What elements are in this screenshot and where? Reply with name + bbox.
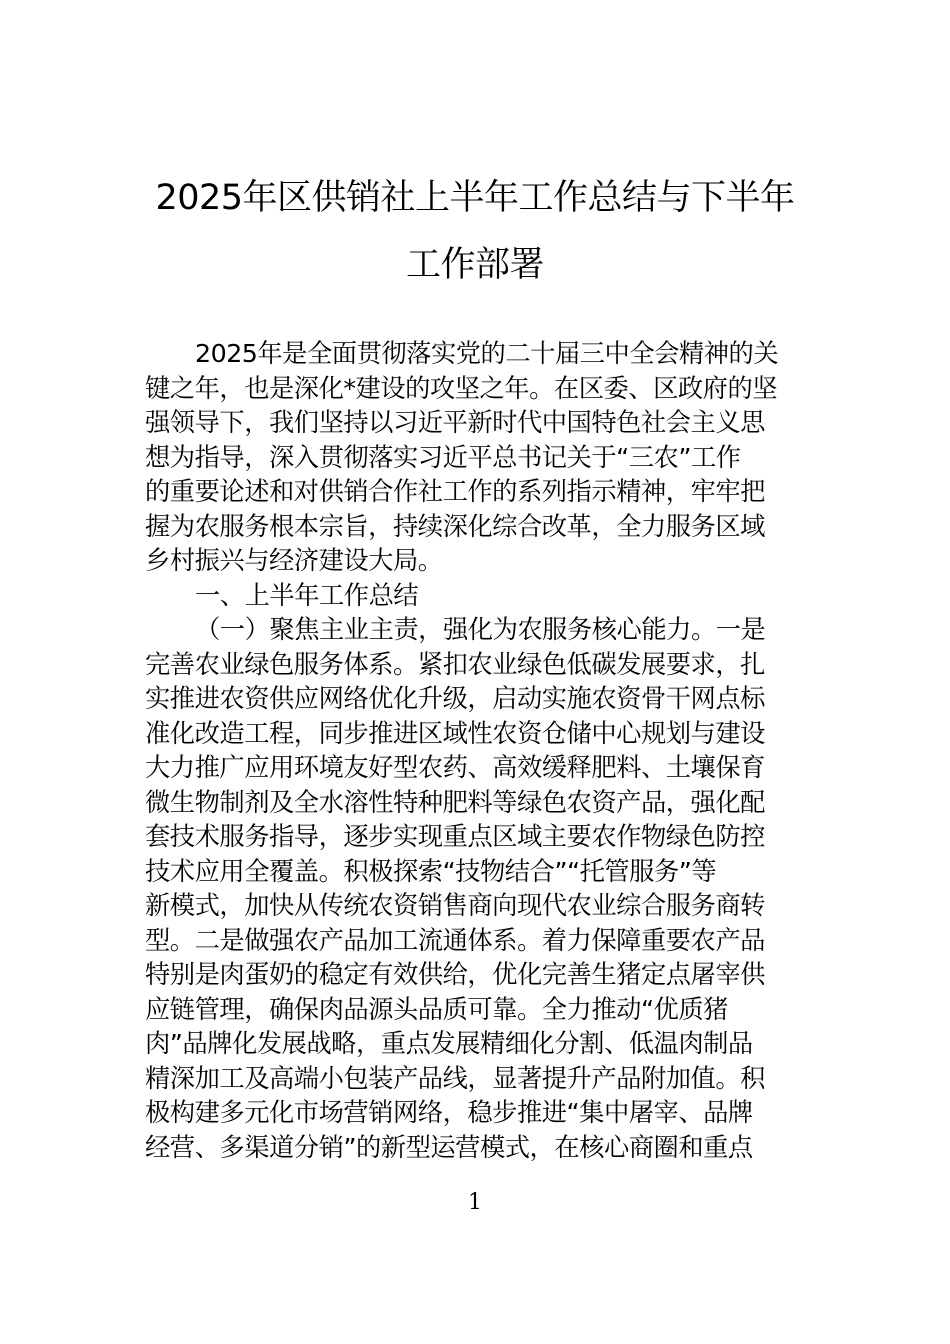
paragraph-line: 强领导下，我们坚持以习近平新时代中国特色社会主义思 — [145, 408, 765, 437]
paragraph-line: 微生物制剂及全水溶性特种肥料等绿色农资产品，强化配 — [145, 787, 765, 817]
document-body — [145, 337, 810, 1165]
paragraph-line: 经营、多渠道分销”的新型运营模式，在核心商圈和重点 — [145, 1132, 753, 1162]
paragraph-line: 应链管理，确保肉品源头品质可靠。全力推动“优质猪 — [145, 994, 728, 1024]
paragraph-line: 实推进农资供应网络优化升级，启动实施农资骨干网点标 — [145, 684, 765, 713]
paragraph-line: 极构建多元化市场营销网络，稳步推进“集中屠宰、品牌 — [145, 1098, 753, 1127]
paragraph-line: 想为指导，深入贯彻落实习近平总书记关于“三农”工作 — [145, 442, 741, 472]
paragraph-line: 的重要论述和对供销合作社工作的系列指示精神，牢牢把 — [145, 477, 765, 506]
document-title-line-1: 2025年区供销社上半年工作总结与下半年 — [155, 178, 795, 218]
paragraph-line: 精深加工及高端小包装产品线，显著提升产品附加值。积 — [145, 1063, 765, 1093]
paragraph-line: 2025年是全面贯彻落实党的二十届三中全会精神的关 — [195, 339, 779, 368]
paragraph-line: 准化改造工程，同步推进区域性农资仓储中心规划与建设 — [145, 718, 765, 748]
section-heading: 一、上半年工作总结 — [195, 580, 419, 610]
paragraph-line: 型。二是做强农产品加工流通体系。着力保障重要农产品 — [145, 925, 765, 955]
paragraph-line: 完善农业绿色服务体系。紧扣农业绿色低碳发展要求，扎 — [145, 649, 765, 679]
page-number: 1 — [468, 1190, 482, 1215]
paragraph-line: 乡村振兴与经济建设大局。 — [145, 546, 443, 575]
paragraph-line: 套技术服务指导，逐步实现重点区域主要农作物绿色防控 — [145, 822, 765, 851]
paragraph-line: 特别是肉蛋奶的稳定有效供给，优化完善生猪定点屠宰供 — [145, 960, 765, 989]
paragraph-line: 大力推广应用环境友好型农药、高效缓释肥料、土壤保育 — [145, 753, 765, 782]
paragraph-line: 键之年，也是深化*建设的攻坚之年。在区委、区政府的坚 — [145, 373, 778, 403]
paragraph-line: 肉”品牌化发展战略，重点发展精细化分割、低温肉制品 — [145, 1029, 753, 1058]
paragraph-line: （一）聚焦主业主责，强化为农服务核心能力。一是 — [195, 615, 766, 644]
paragraph-line: 握为农服务根本宗旨，持续深化综合改革，全力服务区域 — [145, 511, 765, 541]
paragraph-line: 技术应用全覆盖。积极探索“技物结合”“托管服务”等 — [145, 856, 717, 886]
document-title-line-2: 工作部署 — [405, 245, 544, 285]
paragraph-line: 新模式，加快从传统农资销售商向现代农业综合服务商转 — [145, 891, 765, 920]
